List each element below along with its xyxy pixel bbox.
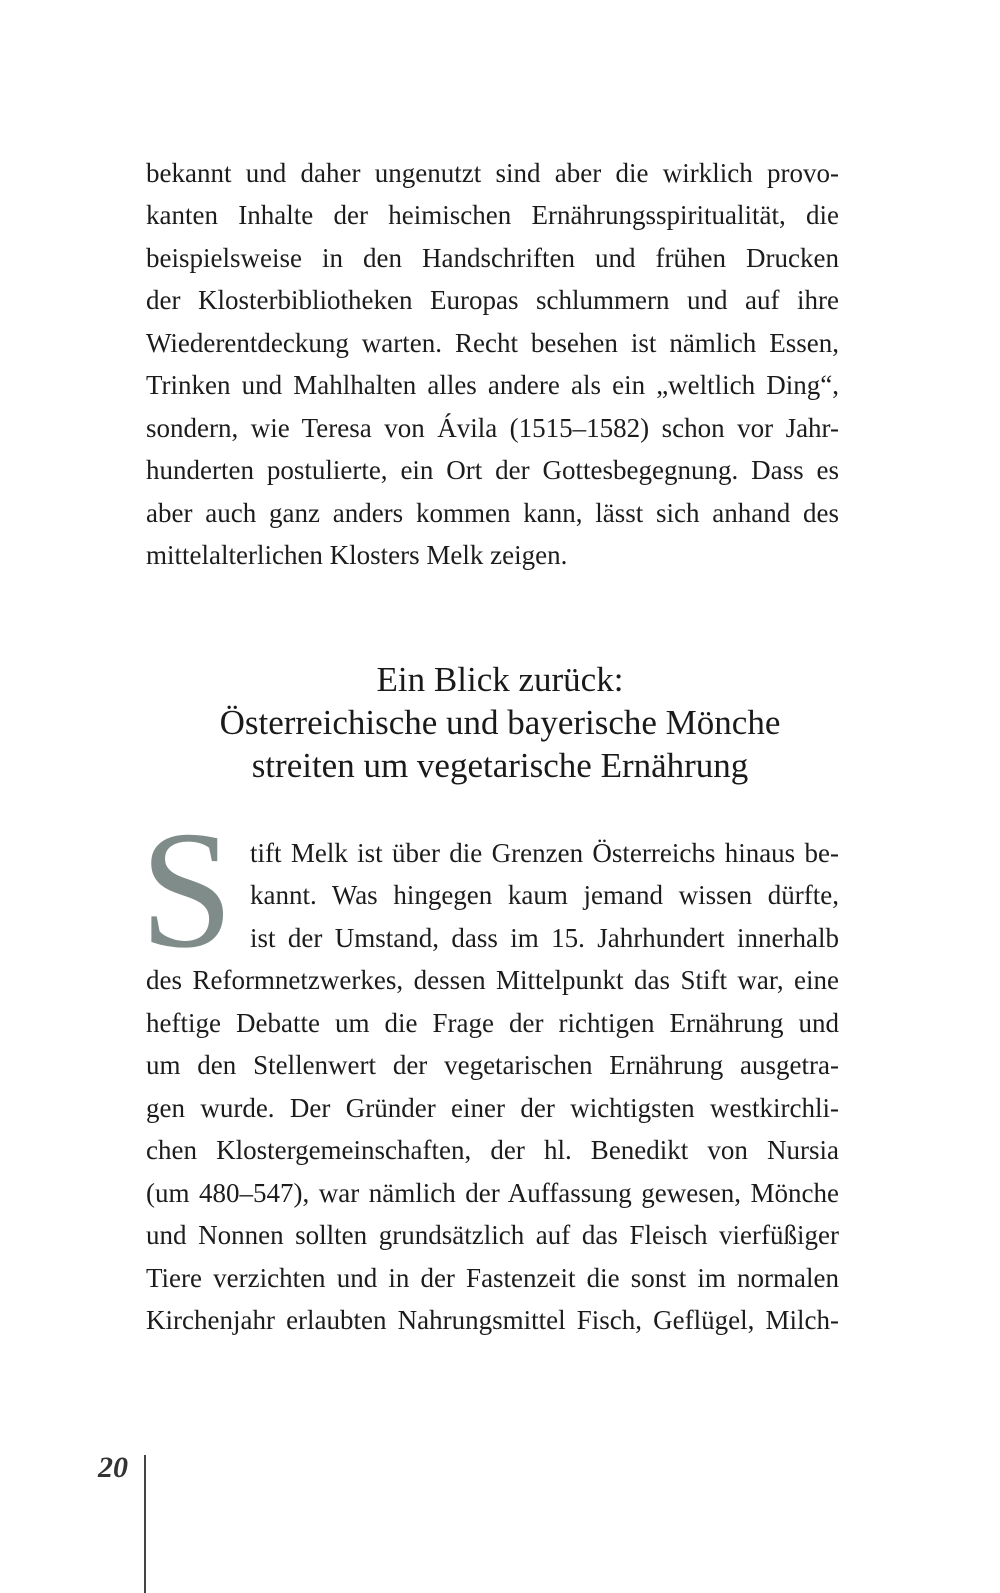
paragraph-line: aber auch ganz anders kommen kann, lässt sich anhand des	[146, 498, 839, 528]
section-heading-line: Ein Blick zurück:	[376, 660, 624, 699]
paragraph-line: Wiederentdeckung warten. Recht besehen ist nämlich Essen,	[146, 328, 839, 358]
paragraph-line: gen wurde. Der Gründer einer der wichtigsten westkirchli-	[146, 1093, 839, 1123]
paragraph-line: beispielsweise in den Handschriften und frühen Drucken	[146, 243, 839, 273]
paragraph-line: mittelalterlichen Klosters Melk zeigen.	[146, 540, 568, 570]
paragraph-line: Trinken und Mahlhalten alles andere als ein „weltlich Ding“,	[146, 370, 839, 400]
paragraph-line: (um 480–547), war nämlich der Auffassung gewesen, Mönche	[146, 1178, 839, 1208]
page-number: 20	[98, 1451, 128, 1484]
paragraph-line: hunderten postulierte, ein Ort der Gottesbegegnung. Dass es	[146, 455, 839, 485]
section-heading-line: Österreichische und bayerische Mönche	[219, 703, 781, 742]
paragraph-line: sondern, wie Teresa von Ávila (1515–1582) schon vor Jahr-	[146, 413, 839, 443]
paragraph-line: und Nonnen sollten grundsätzlich auf das Fleisch vierfüßiger	[146, 1220, 839, 1250]
paragraph-line: tift Melk ist über die Grenzen Österreichs hinaus be-	[250, 838, 839, 868]
paragraph-line: chen Klostergemeinschaften, der hl. Benedikt von Nursia	[146, 1135, 839, 1165]
paragraph-line: der Klosterbibliotheken Europas schlummern und auf ihre	[146, 285, 839, 315]
paragraph-line: kannt. Was hingegen kaum jemand wissen dürfte,	[250, 880, 839, 910]
paragraph-line: kanten Inhalte der heimischen Ernährungsspiritualität, die	[146, 200, 839, 230]
section-heading-line: streiten um vegetarische Ernährung	[251, 746, 749, 785]
margin-rule	[144, 1455, 146, 1593]
drop-cap: S	[140, 797, 234, 983]
paragraph-line: des Reformnetzwerkes, dessen Mittelpunkt das Stift war, eine	[146, 965, 839, 995]
paragraph-line: bekannt und daher ungenutzt sind aber die wirklich provo-	[146, 158, 839, 188]
paragraph-line: um den Stellenwert der vegetarischen Ernährung ausgetra-	[146, 1050, 839, 1080]
paragraph-line: Kirchenjahr erlaubten Nahrungsmittel Fisch, Geflügel, Milch-	[146, 1305, 839, 1335]
paragraph-line: ist der Umstand, dass im 15. Jahrhundert innerhalb	[250, 923, 839, 953]
paragraph-line: Tiere verzichten und in der Fastenzeit die sonst im normalen	[146, 1263, 839, 1293]
paragraph-line: heftige Debatte um die Frage der richtigen Ernährung und	[146, 1008, 839, 1038]
